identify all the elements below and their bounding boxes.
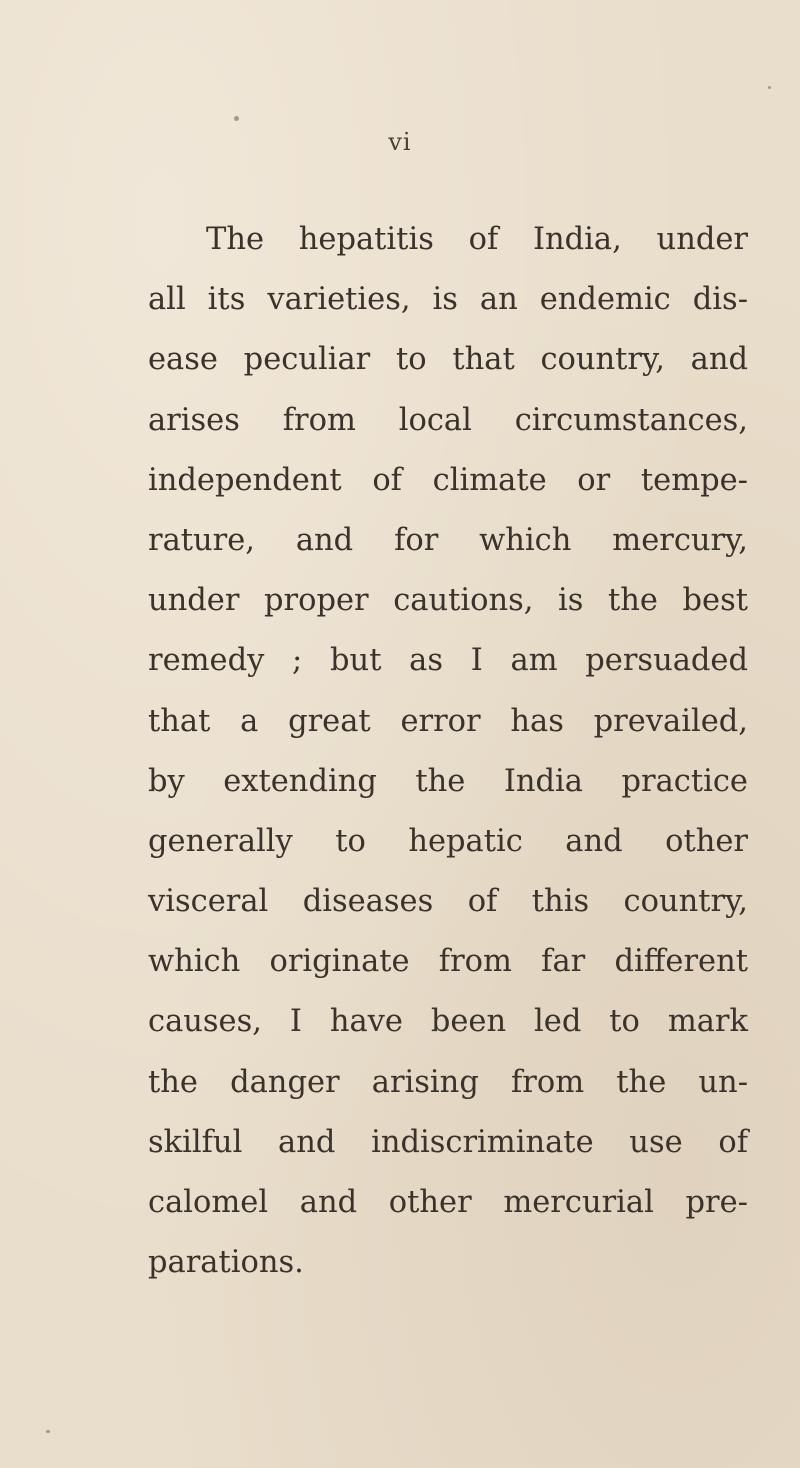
text-line: generally to hepatic and other: [148, 823, 748, 859]
paper-speck: [768, 86, 771, 89]
text-line: all its varieties, is an endemic dis-: [148, 282, 748, 318]
text-line: rature, and for which mercury,: [148, 522, 748, 558]
text-line: causes, I have been led to mark: [148, 1004, 748, 1040]
text-line: The hepatitis of India, under: [206, 222, 748, 257]
text-line: visceral diseases of this country,: [148, 884, 748, 920]
text-line: skilful and indiscriminate use of: [148, 1124, 748, 1160]
paper-speck: [46, 1430, 50, 1433]
text-line: under proper cautions, is the best: [148, 583, 748, 619]
body-text: [148, 210, 748, 1293]
text-line: remedy ; but as I am persuaded: [148, 643, 748, 679]
text-line: which originate from far different: [148, 944, 748, 980]
text-line: the danger arising from the un-: [148, 1064, 748, 1100]
text-line: independent of climate or tempe-: [148, 462, 748, 498]
page-number: vi: [388, 128, 412, 156]
text-line: by extending the India practice: [148, 763, 748, 799]
paper-speck: [234, 116, 239, 121]
text-line: that a great error has prevailed,: [148, 703, 748, 739]
text-line: calomel and other mercurial pre-: [148, 1185, 748, 1220]
text-line: ease peculiar to that country, and: [148, 342, 748, 378]
text-line: arises from local circumstances,: [148, 402, 748, 438]
text-line: parations.: [148, 1245, 304, 1281]
